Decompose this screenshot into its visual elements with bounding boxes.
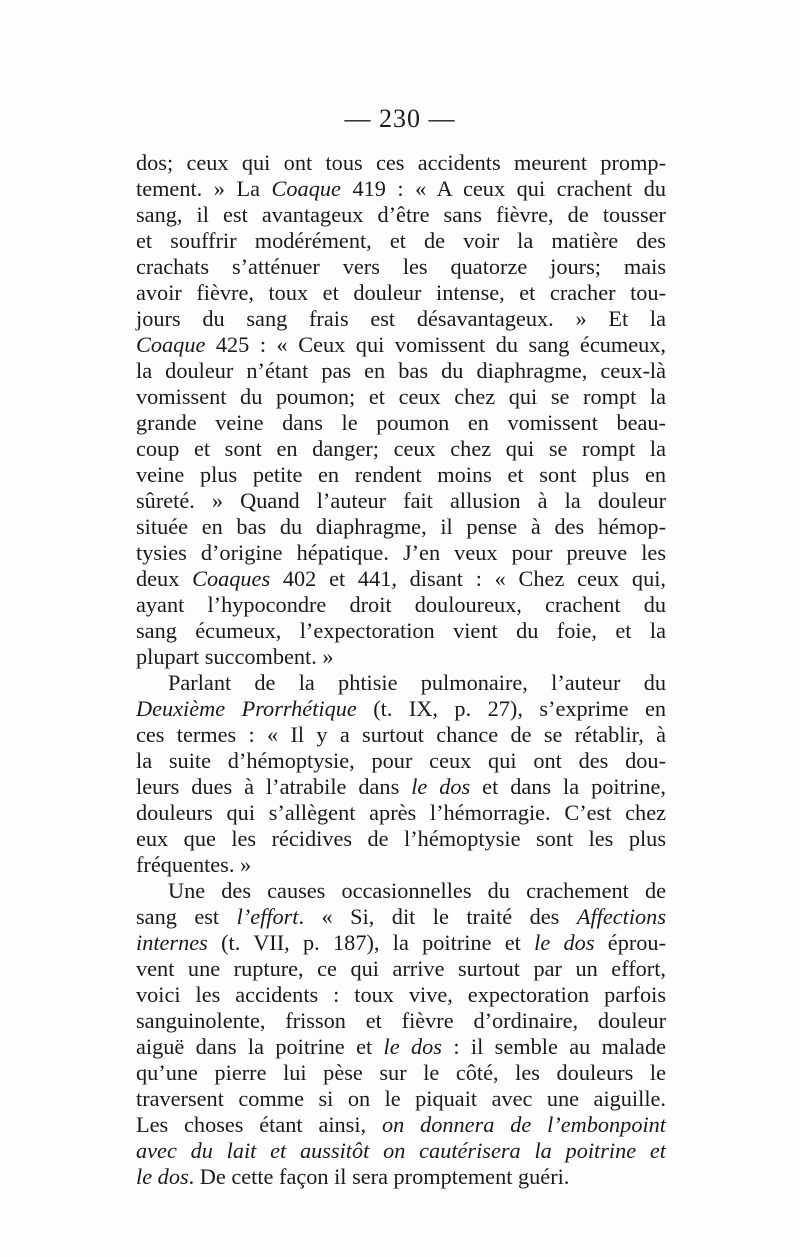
text-line: Parlant de la phtisie pulmonaire, l’auteur du	[168, 670, 666, 695]
text-line: jours du sang frais est désavantageux. » Et la	[136, 306, 666, 331]
text-line: sang, il est avantageux d’être sans fièvre, de tousser	[136, 202, 666, 227]
text-line: fréquentes. »	[136, 852, 252, 877]
text-line: Une des causes occasionnelles du crachement de	[168, 878, 666, 903]
text-line: sang est l’effort. « Si, dit le traité des Affections	[136, 904, 666, 929]
text-line: grande veine dans le poumon en vomissent beau-	[136, 410, 666, 435]
text-line: ayant l’hypocondre droit douloureux, crachent du	[136, 592, 666, 617]
text-line: coup et sont en danger; ceux chez qui se rompt la	[136, 436, 666, 461]
text-line: sûreté. » Quand l’auteur fait allusion à la douleur	[136, 488, 666, 513]
text-line: dos; ceux qui ont tous ces accidents meurent promp-	[136, 150, 666, 175]
text-line: traversent comme si on le piquait avec une aiguille.	[136, 1086, 666, 1111]
body-text	[136, 150, 666, 1190]
text-line: la douleur n’étant pas en bas du diaphragme, ceux-là	[136, 358, 666, 383]
text-line: tysies d’origine hépatique. J’en veux pour preuve les	[136, 540, 666, 565]
text-line: Les choses étant ainsi, on donnera de l’embonpoint	[136, 1112, 667, 1137]
text-line: ces termes : « Il y a surtout chance de se rétablir, à	[136, 722, 666, 747]
text-line: veine plus petite en rendent moins et sont plus en	[136, 462, 666, 487]
text-line: la suite d’hémoptysie, pour ceux qui ont des dou-	[136, 748, 666, 773]
text-line: vomissent du poumon; et ceux chez qui se rompt la	[136, 384, 666, 409]
text-line: voici les accidents : toux vive, expectoration parfois	[136, 982, 666, 1007]
text-line: eux que les récidives de l’hémoptysie sont les plus	[136, 826, 666, 851]
text-line: douleurs qui s’allègent après l’hémorragie. C’est chez	[136, 800, 666, 825]
text-line: sang écumeux, l’expectoration vient du foie, et la	[136, 618, 666, 643]
text-line: située en bas du diaphragme, il pense à des hémop-	[136, 514, 666, 539]
text-line: sanguinolente, frisson et fièvre d’ordinaire, douleur	[136, 1008, 666, 1033]
text-line: Deuxième Prorrhétique (t. IX, p. 27), s’exprime en	[136, 696, 666, 721]
text-line: avec du lait et aussitôt on cautérisera la poitrine et	[136, 1138, 666, 1163]
text-line: qu’une pierre lui pèse sur le côté, les douleurs le	[136, 1060, 666, 1085]
text-line: internes (t. VII, p. 187), la poitrine et le dos éprou-	[136, 930, 666, 955]
text-line: plupart succombent. »	[136, 644, 334, 669]
text-line: aiguë dans la poitrine et le dos : il semble au malade	[136, 1034, 666, 1059]
text-line: avoir fièvre, toux et douleur intense, et cracher tou-	[136, 280, 666, 305]
page-number: — 230 —	[344, 104, 456, 133]
text-line: leurs dues à l’atrabile dans le dos et dans la poitrine,	[136, 774, 666, 799]
text-line: et souffrir modérément, et de voir la matière des	[136, 228, 666, 253]
text-line: le dos. De cette façon il sera promptement guéri.	[136, 1164, 570, 1189]
text-line: deux Coaques 402 et 441, disant : « Chez ceux qui,	[136, 566, 666, 591]
text-line: crachats s’atténuer vers les quatorze jours; mais	[136, 254, 666, 279]
text-line: vent une rupture, ce qui arrive surtout par un effort,	[136, 956, 666, 981]
text-line: Coaque 425 : « Ceux qui vomissent du sang écumeux,	[136, 332, 666, 357]
text-line: tement. » La Coaque 419 : « A ceux qui crachent du	[136, 176, 667, 201]
